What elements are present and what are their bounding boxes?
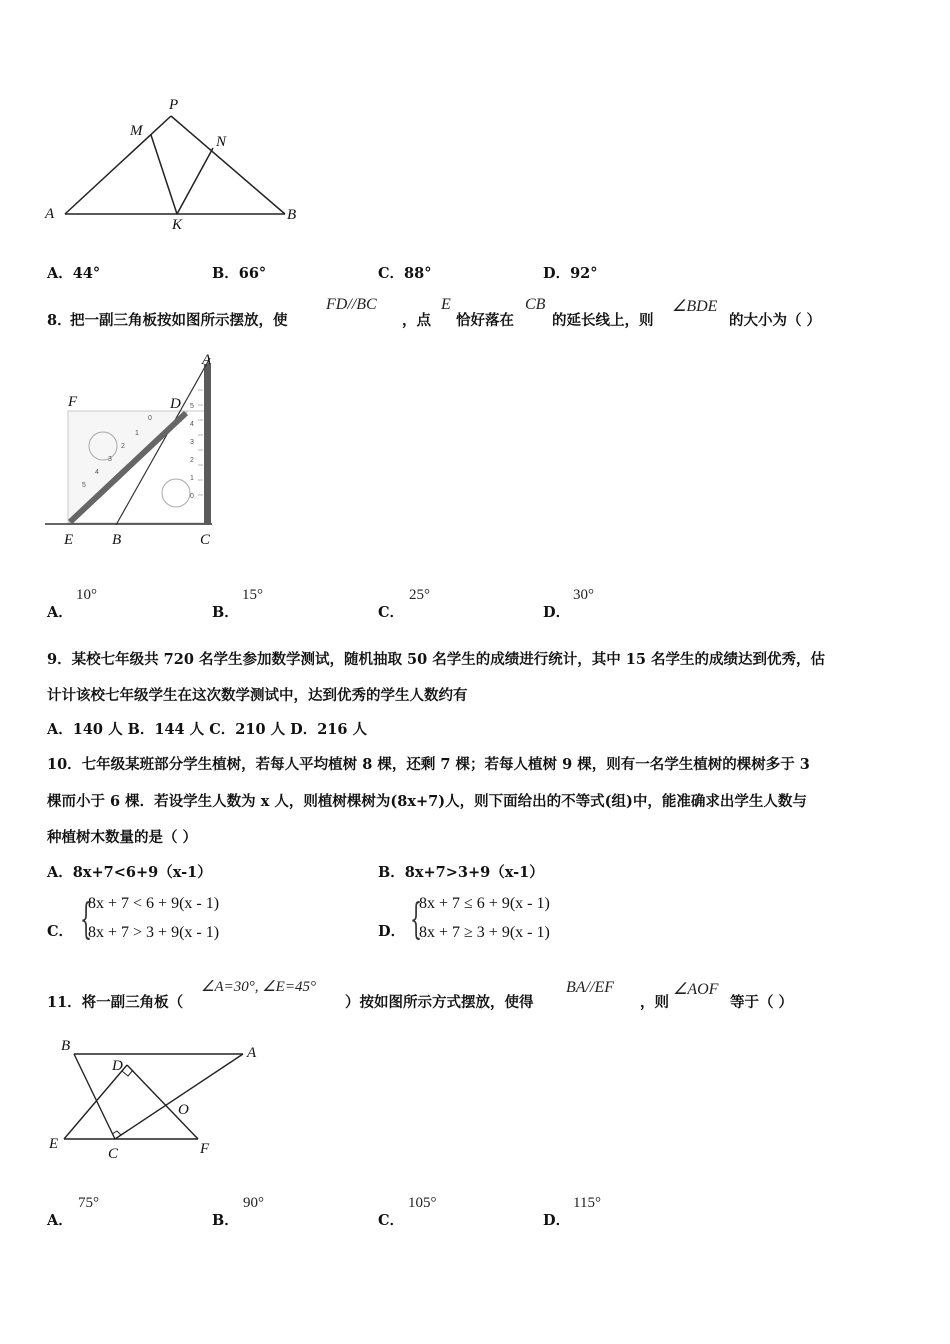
label-e: E bbox=[49, 1136, 59, 1152]
inequality-1: 8x + 7 < 6 + 9(x - 1) bbox=[88, 895, 220, 912]
label-n: N bbox=[216, 134, 227, 150]
q11-text-3: ，则 bbox=[640, 994, 669, 1011]
label-p: P bbox=[169, 97, 179, 113]
option-letter: C． bbox=[47, 923, 74, 940]
option-letter: C． bbox=[378, 604, 405, 621]
inequality-2: 8x + 7 > 3 + 9(x - 1) bbox=[88, 924, 220, 941]
q7-option-a[interactable]: A．44° bbox=[47, 265, 101, 282]
label-c: C bbox=[108, 1146, 119, 1162]
label-f: F bbox=[68, 394, 78, 410]
q10-stem-line-3: 种植树木数量的是（ ） bbox=[47, 829, 198, 846]
ruler-mark: 2 bbox=[121, 443, 125, 450]
label-k: K bbox=[172, 217, 183, 233]
inequality-2: 8x + 7 ≥ 3 + 9(x - 1) bbox=[419, 924, 550, 941]
label-b: B bbox=[287, 207, 297, 223]
q7-option-b[interactable]: B．66° bbox=[212, 265, 267, 282]
inequality-1: 8x + 7 ≤ 6 + 9(x - 1) bbox=[419, 895, 550, 912]
q10-stem-line-1: 10．七年级某班部分学生植树，若每人平均植树 8 棵，还剩 7 棵；若每人植树 9 棵，则有一名学生植树的棵树多于 3 bbox=[47, 756, 810, 773]
option-value: 90° bbox=[243, 1195, 264, 1211]
board-hole-circle bbox=[162, 479, 190, 507]
q8-text-4: 的延长线上，则 bbox=[552, 312, 654, 329]
ruler-mark: 1 bbox=[190, 475, 194, 482]
q8-number: 8． bbox=[47, 312, 72, 329]
q11-math-angles: ∠A=30°, ∠E=45° bbox=[201, 979, 316, 995]
q11-math-angle-aof: ∠AOF bbox=[673, 981, 719, 998]
segment-pb bbox=[171, 116, 285, 214]
brace-icon: { bbox=[410, 894, 423, 943]
q11-math-ba-ef: BA//EF bbox=[566, 979, 614, 996]
ruler-mark: 5 bbox=[190, 403, 194, 410]
segment-bc bbox=[74, 1054, 115, 1139]
q8-math-cb: CB bbox=[525, 296, 546, 313]
right-angle-mark-d bbox=[122, 1070, 133, 1076]
q9-stem-line-2: 计计该校七年级学生在这次数学测试中，达到优秀的学生人数约有 bbox=[47, 687, 468, 704]
label-d: D bbox=[112, 1058, 123, 1074]
option-value: 30° bbox=[573, 587, 594, 603]
label-e: E bbox=[64, 532, 74, 548]
q11-text-4: 等于（ ） bbox=[730, 994, 794, 1011]
q10-option-b[interactable]: B．8x+7>3+9（x-1） bbox=[378, 864, 544, 881]
q8-text-3: 恰好落在 bbox=[456, 312, 514, 329]
ruler-mark: 3 bbox=[190, 439, 194, 446]
q10-stem-line-2: 棵而小于 6 棵．若设学生人数为 x 人，则植树棵树为(8x+7)人，则下面给出的不等式(组)中，能准确求出学生人数与 bbox=[47, 793, 807, 810]
ruler-mark: 4 bbox=[190, 421, 194, 428]
q7-option-c[interactable]: C．88° bbox=[378, 265, 432, 282]
q8-text-1: 把一副三角板按如图所示摆放，使 bbox=[70, 312, 288, 329]
option-value: 10° bbox=[76, 587, 97, 603]
ruler-mark: 2 bbox=[190, 457, 194, 464]
option-letter: D． bbox=[378, 923, 406, 940]
label-b: B bbox=[112, 532, 122, 548]
option-letter: A． bbox=[47, 604, 73, 621]
label-f: F bbox=[200, 1141, 210, 1157]
ruler-mark: 4 bbox=[95, 469, 99, 476]
ruler-mark: 3 bbox=[108, 456, 112, 463]
q9-stem-line-1: 9．某校七年级共 720 名学生参加数学测试，随机抽取 50 名学生的成绩进行统计，其中 15 名学生的成绩达到优秀，估 bbox=[47, 651, 825, 668]
label-c: C bbox=[200, 532, 211, 548]
segment-ed bbox=[64, 1065, 127, 1139]
label-b: B bbox=[61, 1038, 71, 1054]
label-a: A bbox=[247, 1045, 257, 1061]
q8-math-angle-bde: ∠BDE bbox=[672, 298, 718, 315]
label-o: O bbox=[178, 1102, 189, 1118]
ruler-mark: 5 bbox=[82, 482, 86, 489]
figure-q7 bbox=[40, 95, 310, 235]
option-letter: D． bbox=[543, 604, 571, 621]
option-value: 25° bbox=[409, 587, 430, 603]
q10-option-a[interactable]: A．8x+7<6+9（x-1） bbox=[47, 864, 212, 881]
edge-ac bbox=[204, 364, 211, 525]
option-letter: C． bbox=[378, 1212, 405, 1229]
label-a: A bbox=[45, 206, 55, 222]
label-d: D bbox=[170, 396, 181, 412]
q8-math-e: E bbox=[441, 296, 451, 313]
ruler-mark: 0 bbox=[190, 493, 194, 500]
segment-ap bbox=[65, 116, 171, 214]
segment-kn bbox=[177, 148, 213, 214]
segment-mk bbox=[151, 135, 177, 214]
option-value: 75° bbox=[78, 1195, 99, 1211]
q8-text-5: 的大小为（ ） bbox=[729, 312, 822, 329]
ruler-mark: 1 bbox=[135, 430, 139, 437]
option-value: 115° bbox=[573, 1195, 601, 1211]
figure-q8 bbox=[40, 350, 240, 555]
q7-option-d[interactable]: D．92° bbox=[543, 265, 598, 282]
label-a: A bbox=[202, 352, 212, 368]
q11-text-1: 11．将一副三角板（ bbox=[47, 994, 184, 1011]
option-value: 105° bbox=[408, 1195, 437, 1211]
q8-text-2: ，点 bbox=[402, 312, 431, 329]
ruler-mark: 0 bbox=[148, 415, 152, 422]
option-letter: B． bbox=[212, 604, 239, 621]
label-m: M bbox=[130, 123, 143, 139]
option-letter: A． bbox=[47, 1212, 73, 1229]
q11-text-2: ）按如图所示方式摆放，使得 bbox=[345, 994, 534, 1011]
option-letter: D． bbox=[543, 1212, 571, 1229]
brace-icon: { bbox=[80, 894, 93, 943]
q9-options[interactable]: A．140 人 B．144 人 C．210 人 D．216 人 bbox=[47, 721, 368, 738]
figure-q11 bbox=[40, 1030, 280, 1170]
option-letter: B． bbox=[212, 1212, 239, 1229]
segment-ca bbox=[115, 1054, 243, 1139]
q8-math-fd-bc: FD//BC bbox=[326, 296, 377, 313]
option-value: 15° bbox=[242, 587, 263, 603]
